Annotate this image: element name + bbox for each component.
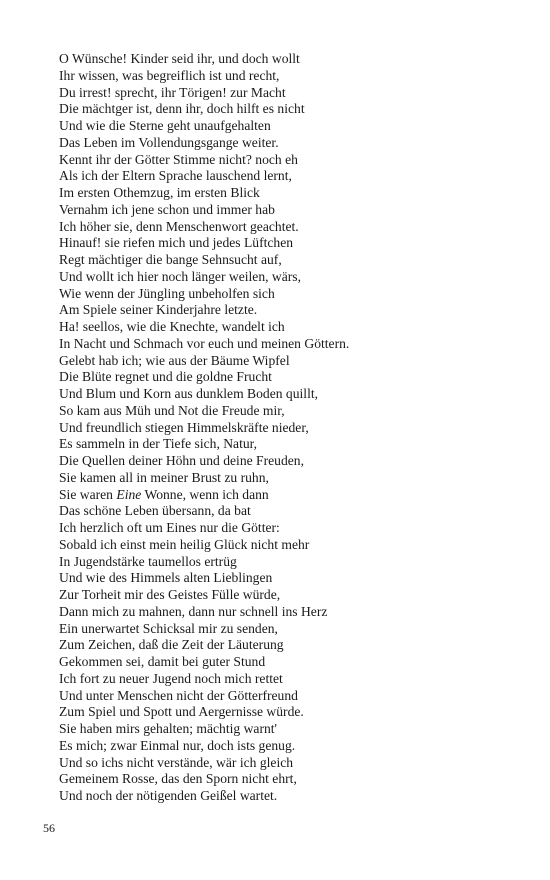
poem-line: Es sammeln in der Tiefe sich, Natur, [59, 436, 258, 452]
poem-line: In Jugendstärke taumellos ertrüg [59, 553, 237, 569]
poem-line: Kennt ihr der Götter Stimme nicht? noch eh [59, 151, 298, 167]
poem-line: Und freundlich stiegen Himmelskräfte nieder, [59, 419, 309, 435]
poem-line: Gelebt hab ich; wie aus der Bäume Wipfel [59, 352, 290, 368]
poem-line: Ein unerwartet Schicksal mir zu senden, [59, 620, 278, 636]
page-number: 56 [43, 821, 55, 835]
poem-text [59, 51, 519, 805]
poem-line: Wie wenn der Jüngling unbeholfen sich [59, 285, 275, 301]
poem-line: Im ersten Othemzug, im ersten Blick [59, 185, 260, 200]
poem-line: Sie kamen all in meiner Brust zu ruhn, [59, 469, 269, 485]
poem-line: Zum Spiel und Spott und Aergernisse würde. [59, 704, 304, 720]
poem-line: Gemeinem Rosse, das den Sporn nicht ehrt, [59, 771, 297, 787]
poem-line: Und wollt ich hier noch länger weilen, wärs, [59, 268, 301, 284]
poem-line: Sobald ich einst mein heilig Glück nicht mehr [59, 536, 310, 552]
poem-line: Die Quellen deiner Höhn und deine Freuden, [59, 453, 304, 468]
poem-line-with-emphasis [59, 487, 519, 504]
poem-line: Ihr wissen, was begreiflich ist und recht, [59, 67, 280, 83]
poem-line: Vernahm ich jene schon und immer hab [59, 201, 275, 217]
poem-line: Am Spiele seiner Kinderjahre letzte. [59, 302, 258, 318]
emphasized-word: Eine [116, 486, 142, 502]
poem-line: Ha! seellos, wie die Knechte, wandelt ich [59, 319, 285, 334]
poem-line: Das schöne Leben übersann, da bat [59, 503, 251, 519]
poem-line: Dann mich zu mahnen, dann nur schnell ins Herz [59, 603, 328, 619]
poem-line: Und unter Menschen nicht der Götterfreund [59, 687, 298, 703]
poem-line: Es mich; zwar Einmal nur, doch ists genug. [59, 737, 296, 753]
poem-line: Ich höher sie, denn Menschenwort geachtet. [59, 218, 299, 234]
poem-line: Ich herzlich oft um Eines nur die Götter: [59, 520, 280, 535]
poem-line: Ich fort zu neuer Jugend noch mich rettet [59, 670, 283, 686]
poem-line: Zur Torheit mir des Geistes Fülle würde, [59, 587, 281, 602]
poem-line: Du irrest! sprecht, ihr Törigen! zur Macht [59, 84, 286, 100]
poem-line: Als ich der Eltern Sprache lauschend lernt, [59, 168, 292, 184]
poem-line: In Nacht und Schmach vor euch und meinen Göttern. [59, 335, 350, 351]
poem-line: O Wünsche! Kinder seid ihr, und doch wollt [59, 51, 300, 66]
poem-line: Die Blüte regnet und die goldne Frucht [59, 369, 272, 385]
poem-line: Und noch der nötigenden Geißel wartet. [59, 788, 278, 803]
poem-line: Zum Zeichen, daß die Zeit der Läuterung [59, 637, 284, 653]
poem-line: Sie haben mirs gehalten; mächtig warnt' [59, 721, 277, 736]
poem-line: Regt mächtiger die bange Sehnsucht auf, [59, 252, 282, 267]
poem-line: Und wie die Sterne geht unaufgehalten [59, 118, 271, 133]
poem-line: So kam aus Müh und Not die Freude mir, [59, 402, 285, 418]
poem-line: Die mächtger ist, denn ihr, doch hilft es nicht [59, 101, 305, 117]
poem-line: Gekommen sei, damit bei guter Stund [59, 654, 266, 669]
poem-line: Das Leben im Vollendungsgange weiter. [59, 134, 279, 150]
poem-line-end: Wonne, wenn ich dann [141, 486, 269, 502]
poem-line: Und Blum und Korn aus dunklem Boden quillt, [59, 386, 319, 401]
poem-line-start: Sie waren [59, 486, 117, 502]
poem-line: Und so ichs nicht verstände, wär ich gleich [59, 754, 294, 770]
poem-line: Und wie des Himmels alten Lieblingen [59, 570, 273, 586]
poem-line: Hinauf! sie riefen mich und jedes Lüftchen [59, 235, 294, 251]
